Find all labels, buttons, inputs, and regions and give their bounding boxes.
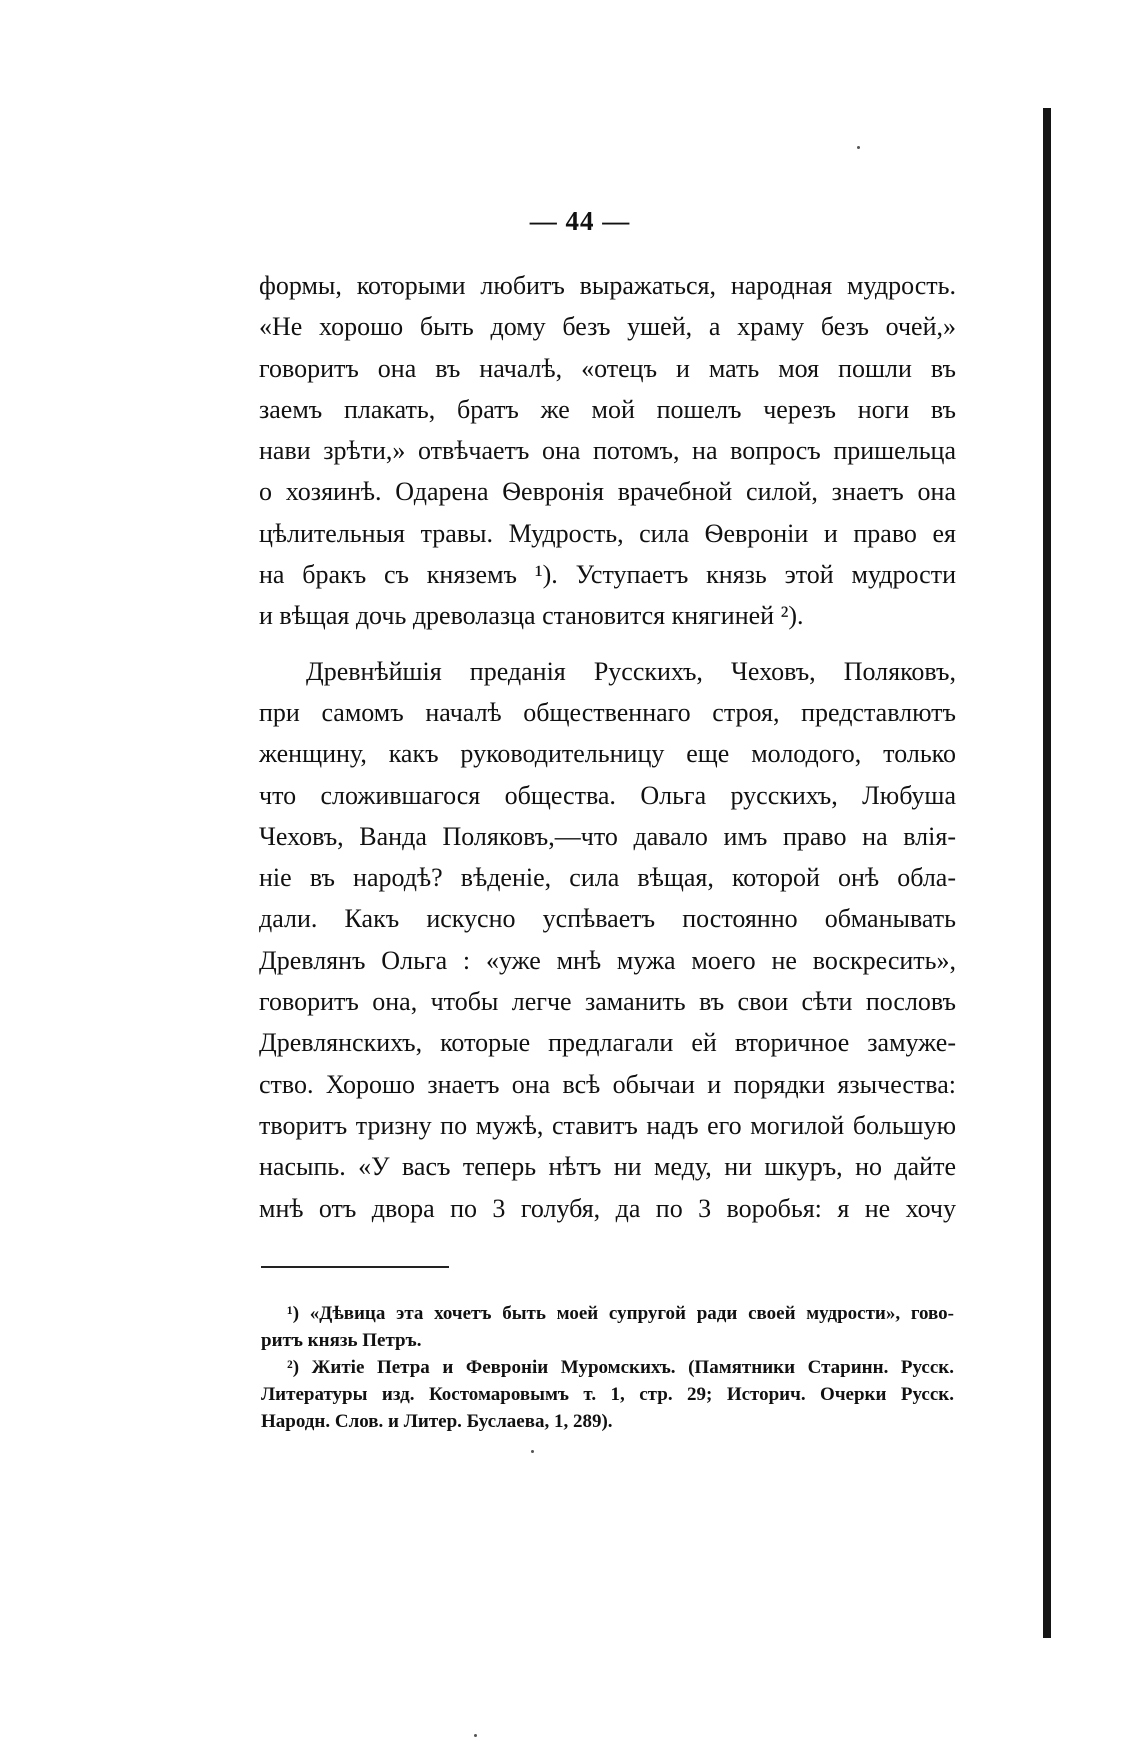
paragraph-2 [259,651,956,1229]
scan-speck [857,146,860,149]
page-number: — 44 — [529,206,631,236]
text-line: говоритъ она, чтобы легче заманить въ свои сѣти пословъ [259,987,956,1017]
text-line: нави зрѣти,» отвѣчаетъ она потомъ, на вопросъ пришельца [259,436,956,466]
footnote-line: ритъ князь Петръ. [261,1330,422,1351]
footnote-line: Литературы изд. Костомаровымъ т. 1, стр. 29; Историч. Очерки Русск. [261,1384,954,1405]
scan-speck [531,1450,534,1453]
footnote-line: ²) Житіе Петра и Февроніи Муромскихъ. (Памятники Старинн. Русск. [287,1357,954,1378]
text-line: насыпь. «У васъ теперь нѣтъ ни меду, ни шкуръ, но дайте [259,1152,956,1182]
text-line: мнѣ отъ двора по 3 голубя, да по 3 воробья: я не хочу [259,1193,956,1223]
text-line: формы, которыми любитъ выражаться, народная мудрость. [259,271,956,300]
text-line: Древлянскихъ, которые предлагали ей вторичное замуже- [259,1028,956,1058]
text-line: что сложившагося общества. Ольга русскихъ, Любуша [259,780,956,810]
text-line: дали. Какъ искусно успѣваетъ постоянно обманывать [259,904,956,934]
text-line: при самомъ началѣ общественнаго строя, представлютъ [259,697,956,727]
text-line: говоритъ она въ началѣ, «отецъ и мать моя пошли въ [259,353,956,383]
footnote-line: Народн. Слов. и Литер. Буслаева, 1, 289). [261,1411,613,1432]
text-line: Древнѣйшія преданія Русскихъ, Чеховъ, Поляковъ, [306,656,956,686]
paragraph-gap [259,637,956,651]
footnotes [261,1300,954,1435]
main-text [259,265,956,1229]
text-line: ство. Хорошо знаетъ она всѣ обычаи и порядки язычества: [259,1069,956,1099]
footnote-2 [261,1354,954,1435]
text-line: творитъ тризну по мужѣ, ставитъ надъ его могилой большую [259,1110,956,1140]
text-line: ніе въ народѣ? вѣденіе, сила вѣщая, которой онѣ обла- [259,863,956,893]
text-line: на бракъ съ княземъ ¹). Уступаетъ князь этой мудрости [259,560,956,590]
text-line: цѣлительныя травы. Мудрость, сила Ѳевроніи и право ея [259,518,956,548]
scan-speck [474,1734,477,1737]
text-line: и вѣщая дочь древолазца становится княгиней ²). [259,601,804,631]
paragraph-1 [259,265,956,637]
footnote-1 [261,1300,954,1354]
text-line: Чеховъ, Ванда Поляковъ,—что давало имъ право на влія- [259,821,956,851]
text-line: женщину, какъ руководительницу еще молодого, только [259,739,956,769]
text-line: о хозяинѣ. Одарена Ѳевронія врачебной силой, знаетъ она [259,477,956,507]
footnote-divider [261,1266,449,1268]
text-line: заемъ плакать, братъ же мой пошелъ черезъ ноги въ [259,394,956,424]
binding-edge [1043,108,1051,1638]
text-line: «Не хорошо быть дому безъ ушей, а храму безъ очей,» [259,312,956,342]
footnote-line: ¹) «Дѣвица эта хочетъ быть моей супругой ради своей мудрости», гово- [287,1303,954,1324]
text-line: Древлянъ Ольга : «уже мнѣ мужа моего не воскресить», [259,945,956,975]
